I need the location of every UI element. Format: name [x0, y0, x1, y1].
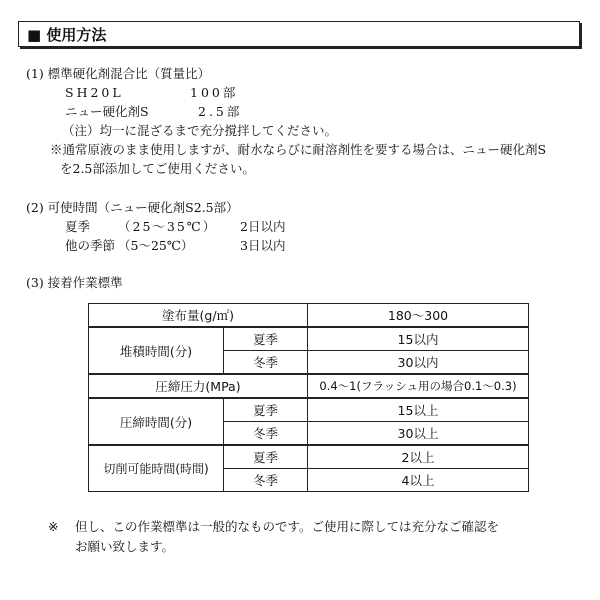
section-header [18, 21, 580, 47]
table-row [89, 374, 529, 398]
row-label: 圧締圧力(MPa) [89, 374, 308, 398]
s3-heading: (3) 接着作業標準 [26, 275, 123, 290]
season-cell: 夏季 [224, 398, 308, 422]
row-value: 30以上 [308, 422, 529, 446]
s2-value: 2日以内 [240, 219, 286, 234]
season-cell: 夏季 [224, 445, 308, 469]
row-label: 切削可能時間(時間) [89, 445, 224, 492]
row-label: 塗布量(g/㎡) [89, 304, 308, 328]
row-value: 30以内 [308, 351, 529, 375]
row-label: 圧締時間(分) [89, 398, 224, 445]
footer-mark: ※ [48, 519, 59, 534]
s2-value: 3日以内 [240, 238, 286, 253]
row-value: 180～300 [308, 304, 529, 328]
footer-note: 但し、この作業標準は一般的なものです。ご使用に際しては充分なご確認を [75, 519, 500, 534]
footer-note: お願い致します。 [75, 539, 175, 554]
season-cell: 冬季 [224, 351, 308, 375]
s1-remark: を2.5部添加してご使用ください。 [60, 161, 255, 176]
row-value: 15以内 [308, 327, 529, 351]
row-value: 4以上 [308, 469, 529, 492]
row-label: 堆積時間(分) [89, 327, 224, 374]
table-row [89, 304, 529, 328]
s1-heading: (1) 標準硬化剤混合比（質量比） [26, 66, 211, 81]
work-standard-table [88, 303, 529, 492]
s1-row-value: 2.5部 [198, 104, 243, 119]
s1-row-name: ニュー硬化剤S [65, 104, 149, 119]
row-value: 2以上 [308, 445, 529, 469]
s1-row-value: 100部 [190, 85, 239, 100]
s2-season: 他の季節 [65, 238, 116, 253]
s1-remark: ※通常原液のまま使用しますが、耐水ならびに耐溶剤性を要する場合は、ニュー硬化剤S [50, 142, 547, 157]
season-cell: 夏季 [224, 327, 308, 351]
row-value: 15以上 [308, 398, 529, 422]
s2-temp: （25～35℃） [118, 219, 218, 234]
row-value: 0.4～1(フラッシュ用の場合0.1～0.3) [308, 374, 529, 398]
table-row [89, 398, 529, 422]
s2-season: 夏季 [65, 219, 91, 234]
table-row [89, 327, 529, 351]
s2-temp: （5～25℃） [118, 238, 194, 253]
section-title: ■ 使用方法 [27, 26, 107, 44]
table-row [89, 445, 529, 469]
s1-note: （注）均一に混ざるまで充分撹拌してください。 [62, 123, 338, 138]
s2-heading: (2) 可使時間（ニュー硬化剤S2.5部） [26, 200, 239, 215]
s1-row-name: SH20L [65, 85, 124, 100]
season-cell: 冬季 [224, 469, 308, 492]
season-cell: 冬季 [224, 422, 308, 446]
